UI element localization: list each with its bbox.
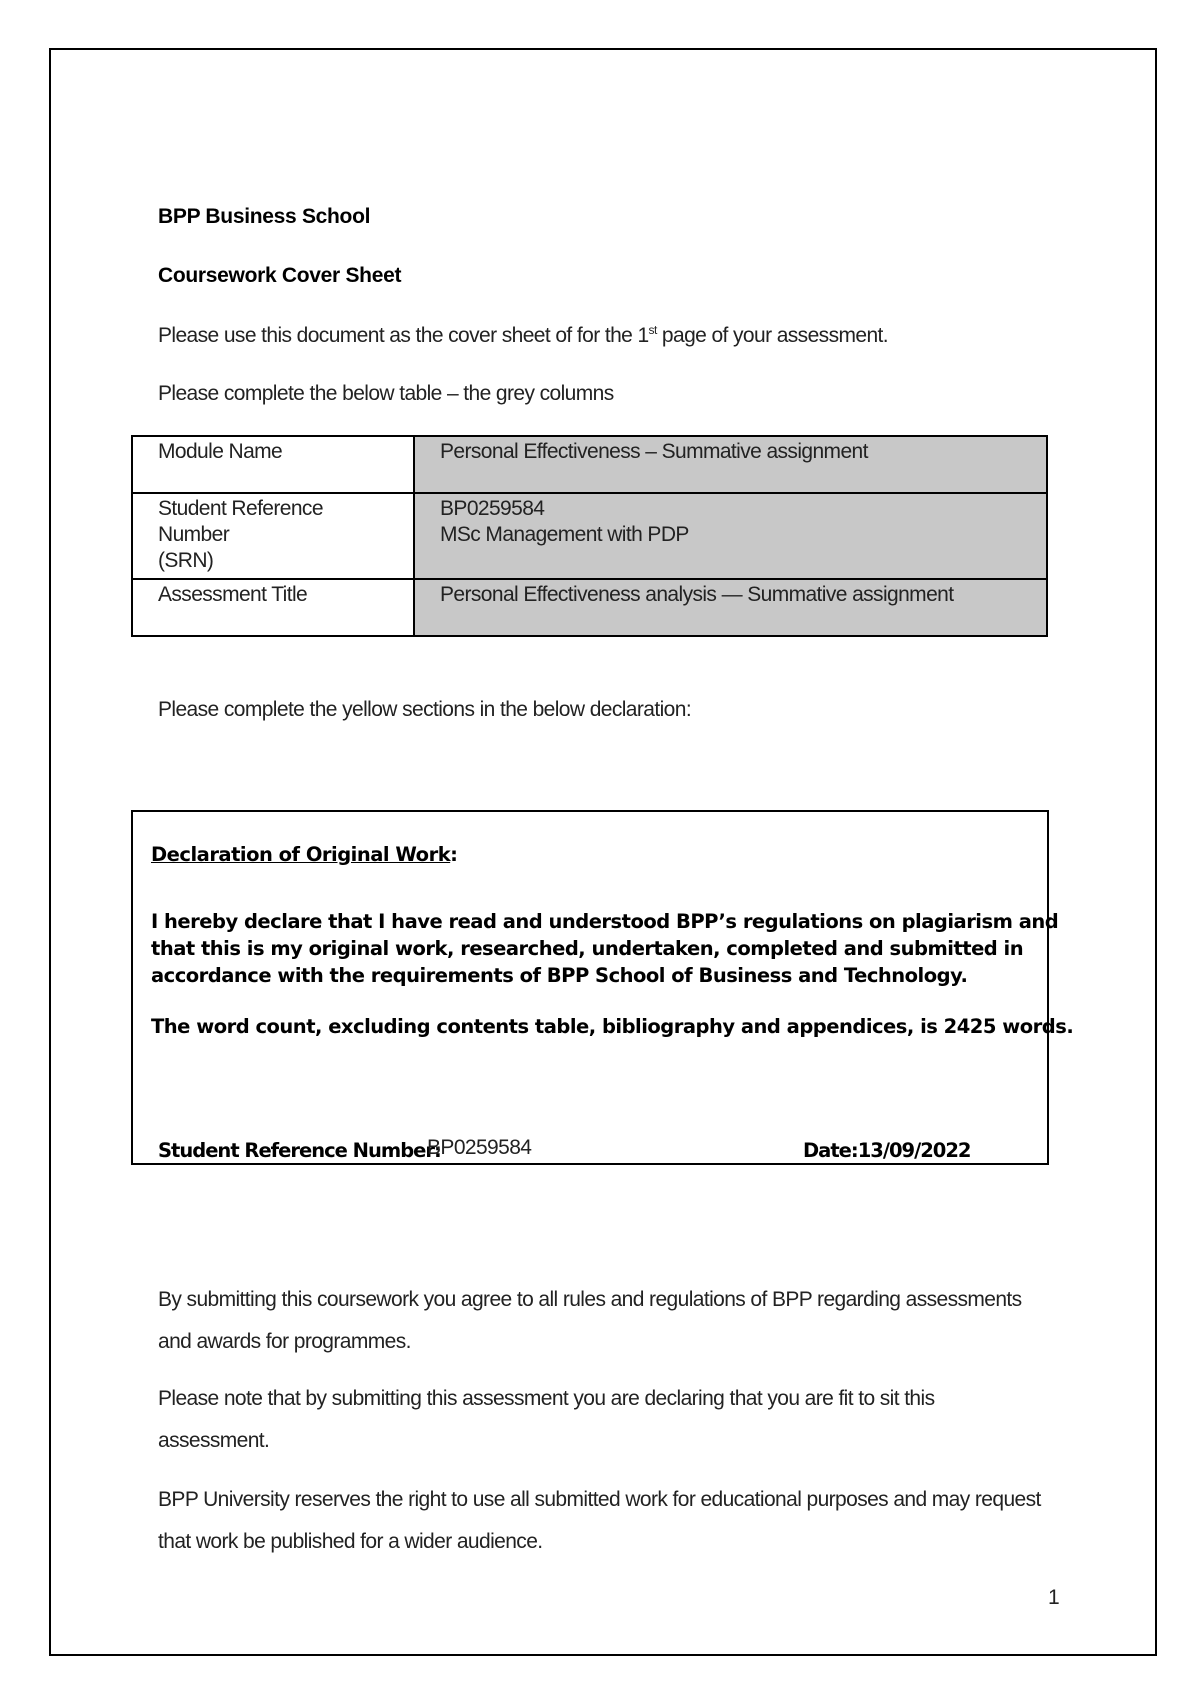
coursework-info-table <box>131 435 1048 637</box>
paragraph-fit-to-sit: Please note that by submitting this assessment you are declaring that you are fit to sit this assessment. <box>158 1387 935 1452</box>
module-name-value[interactable]: Personal Effectiveness – Summative assignment <box>414 436 1047 493</box>
school-name: BPP Business School <box>158 205 371 228</box>
declaration-date: Date:13/09/2022 <box>803 1139 971 1162</box>
word-count-statement: The word count, excluding contents table, bibliography and appendices, is 2425 words. <box>151 1015 1074 1038</box>
assessment-title-value[interactable]: Personal Effectiveness analysis — Summative assignment <box>414 579 1047 636</box>
declaration-heading: Declaration of Original Work: <box>151 843 458 866</box>
table-row <box>132 493 1047 579</box>
srn-label: Student Reference Number (SRN) <box>132 493 414 579</box>
table-row <box>132 436 1047 493</box>
paragraph-educational-use: BPP University reserves the right to use all submitted work for educational purposes and may request that work be published for a wider audience. <box>158 1488 1041 1553</box>
assessment-title-label: Assessment Title <box>132 579 414 636</box>
instruction-declaration: Please complete the yellow sections in the below declaration: <box>158 698 692 721</box>
table-row <box>132 579 1047 636</box>
declaration-srn-label: Student Reference Number: <box>158 1139 441 1162</box>
srn-value[interactable]: BP0259584 MSc Management with PDP <box>414 493 1047 579</box>
module-name-label: Module Name <box>132 436 414 493</box>
instruction-cover-sheet: Please use this document as the cover sheet of for the 1st page of your assessment. <box>158 323 888 347</box>
declaration-srn-value[interactable]: BP0259584 <box>427 1136 532 1159</box>
instruction-table: Please complete the below table – the grey columns <box>158 382 614 405</box>
declaration-statement: I hereby declare that I have read and understood BPP’s regulations on plagiarism and that this is my original work, researched, undertaken, completed and submitted in accordance with the requirements of BPP School of Business and Technology. <box>151 910 1059 987</box>
declaration-date-value[interactable]: 13/09/2022 <box>857 1139 971 1162</box>
sheet-title: Coursework Cover Sheet <box>158 264 402 287</box>
paragraph-rules: By submitting this coursework you agree to all rules and regulations of BPP regarding assessments and awards for programmes. <box>158 1288 1022 1353</box>
page-number: 1 <box>1048 1586 1060 1609</box>
